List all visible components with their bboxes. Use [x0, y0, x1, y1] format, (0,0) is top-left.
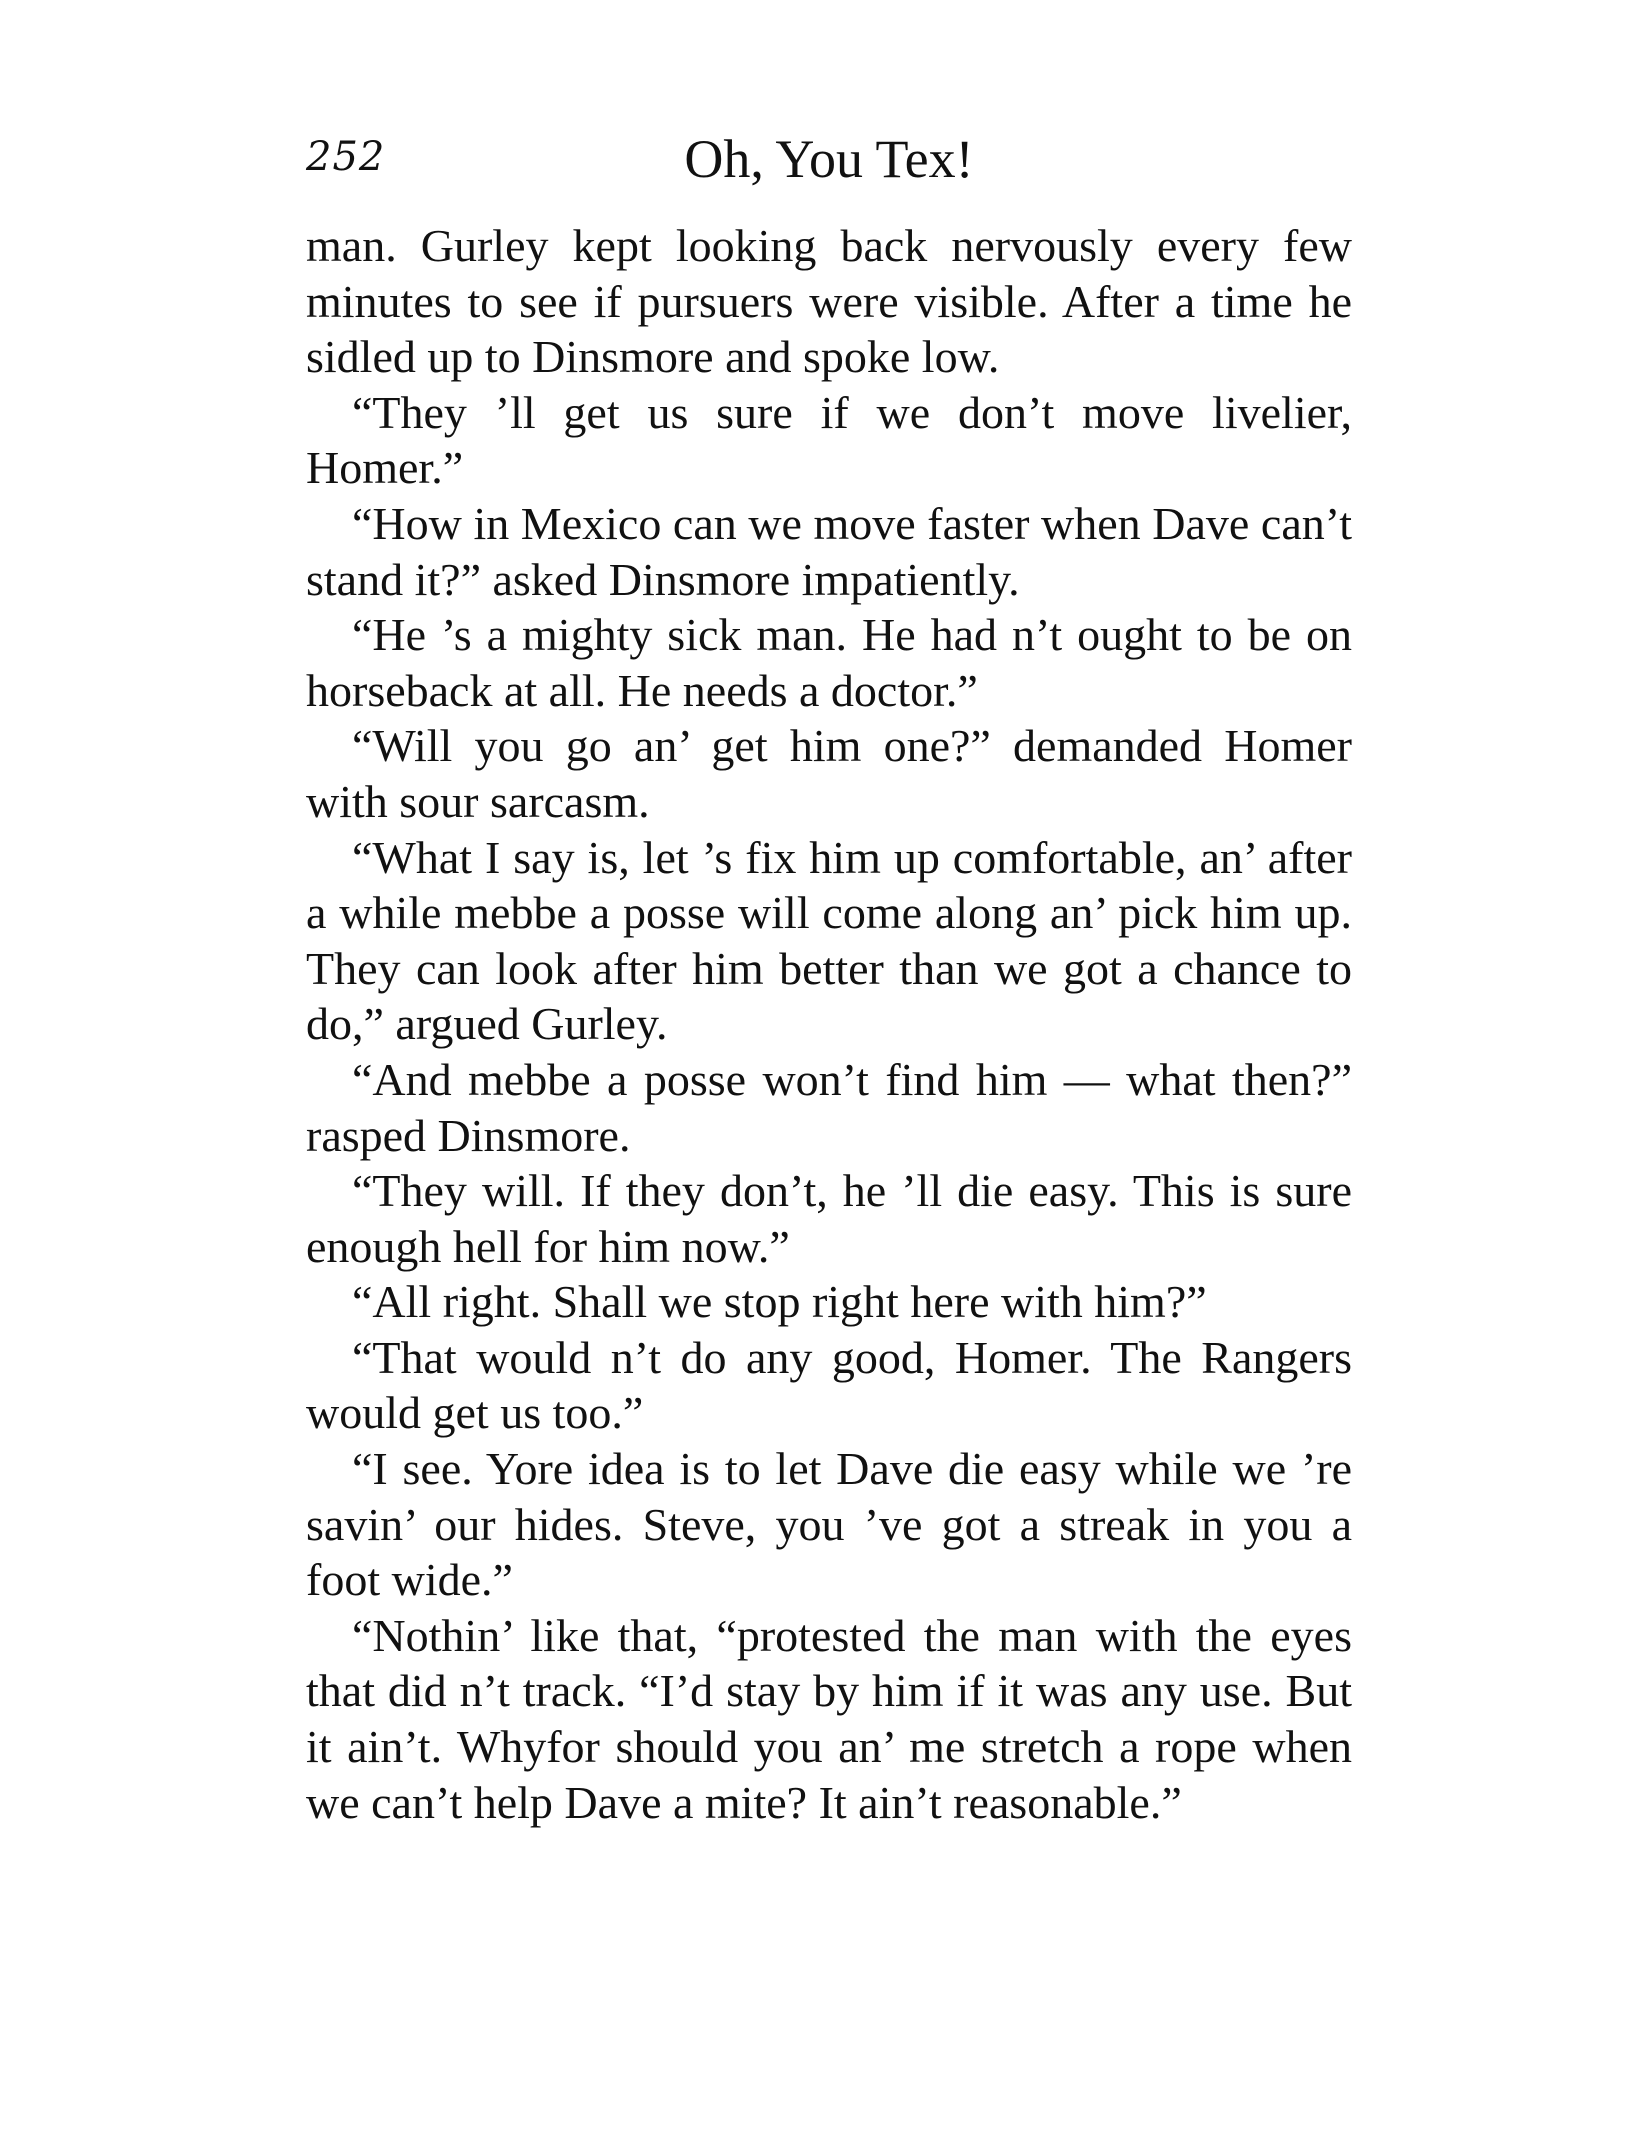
paragraph: “He ’s a mighty sick man. He had n’t ought to be on horseback at all. He needs a doctor.” [306, 609, 1352, 716]
paragraph: “Nothin’ like that, “protested the man with the eyes that did n’t track. “I’d stay by him if it was any use. But it ain’t. Whyfor should you an’ me stretch a rope when we can’t help Dave a mite? It ain’t reasonable.” [306, 1609, 1352, 1828]
body-text [306, 218, 1352, 1830]
paragraph: “They ’ll get us sure if we don’t move livelier, Homer.” [306, 386, 1352, 494]
paragraph: man. Gurley kept looking back nervously every few minutes to see if pursuers were visible. After a time he sidled up to Dinsmore and spoke low. [306, 220, 1352, 383]
paragraph: “They will. If they don’t, he ’ll die easy. This is sure enough hell for him now.” [306, 1165, 1352, 1272]
page-number: 252 [306, 134, 386, 180]
paragraph: “What I say is, let ’s fix him up comfortable, an’ after a while mebbe a posse will come along an’ pick him up. They can look after him better than we got a chance to do,” argued Gurley. [306, 831, 1352, 1050]
paragraph: “That would n’t do any good, Homer. The Rangers would get us too.” [306, 1331, 1352, 1439]
paragraph: “How in Mexico can we move faster when Dave can’t stand it?” asked Dinsmore impatiently. [306, 497, 1352, 605]
page-header [306, 128, 1352, 200]
paragraph: “I see. Yore idea is to let Dave die easy while we ’re savin’ our hides. Steve, you ’ve got a streak in you a foot wide.” [306, 1443, 1352, 1606]
paragraph: “And mebbe a posse won’t find him — what then?” rasped Dinsmore. [306, 1053, 1352, 1161]
paragraph: “All right. Shall we stop right here with him?” [352, 1276, 1207, 1328]
running-title: Oh, You Tex! [684, 129, 974, 189]
paragraph: “Will you go an’ get him one?” demanded Homer with sour sarcasm. [306, 720, 1352, 827]
